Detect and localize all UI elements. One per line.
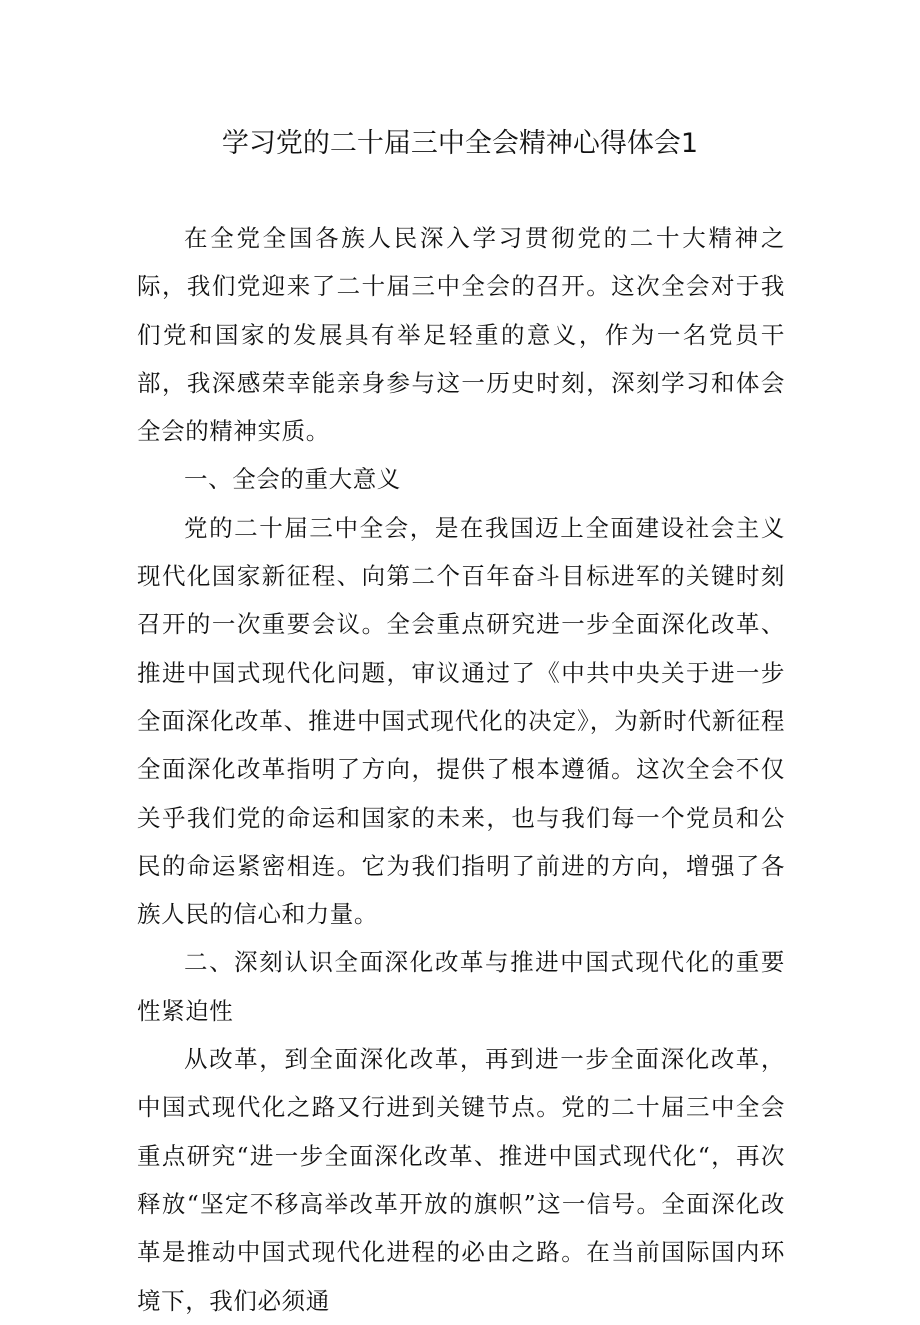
paragraph-reform: 从改革，到全面深化改革，再到进一步全面深化改革，中国式现代化之路又行进到关键节点。党的二十届三中全会重点研究“进一步全面深化改革、推进中国式现代化“，再次释放“坚定不移高举改革开放的旗帜”这一信号。全面深化改革是推动中国式现代化进程的必由之路。在当前国际国内环境下，我们必须通 (137, 1045, 785, 1315)
paragraph-significance: 党的二十届三中全会，是在我国迈上全面建设社会主义现代化国家新征程、向第二个百年奋斗目标进军的关键时刻召开的一次重要会议。全会重点研究进一步全面深化改革、推进中国式现代化问题，审议通过了《中共中央关于进一步全面深化改革、推进中国式现代化的决定》，为新时代新征程全面深化改革指明了方向，提供了根本遵循。这次全会不仅关乎我们党的命运和国家的未来，也与我们每一个党员和公民的命运紧密相连。它为我们指明了前进的方向，增强了各族人民的信心和力量。 (137, 513, 785, 929)
section-heading-2: 二、深刻认识全面深化改革与推进中国式现代化的重要性紧迫性 (137, 948, 785, 1025)
section-heading-1: 一、全会的重大意义 (184, 465, 401, 494)
paragraph-intro: 在全党全国各族人民深入学习贯彻党的二十大精神之际，我们党迎来了二十届三中全会的召开。这次全会对于我们党和国家的发展具有举足轻重的意义，作为一名党员干部，我深感荣幸能亲身参与这一历史时刻，深刻学习和体会全会的精神实质。 (137, 224, 785, 446)
document-body (137, 214, 785, 1325)
document-title: 学习党的二十届三中全会精神心得体会1 (221, 128, 699, 159)
